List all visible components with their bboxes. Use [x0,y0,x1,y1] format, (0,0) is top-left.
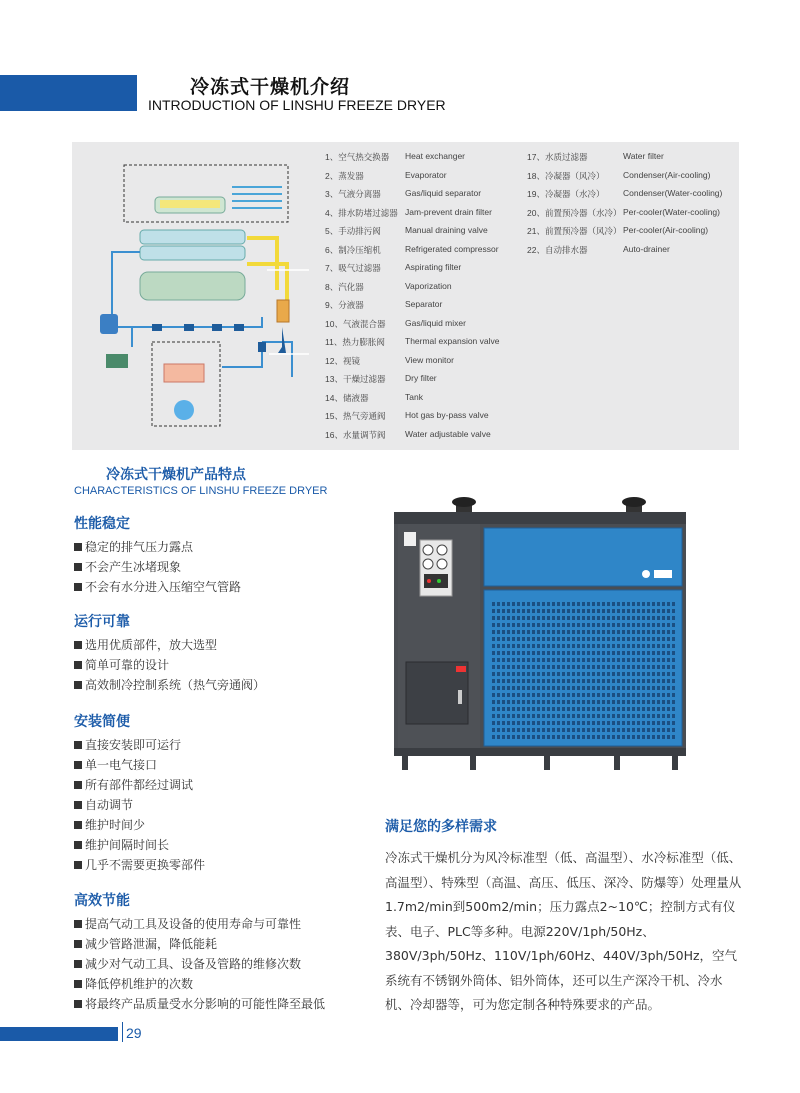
legend-cn: 14、储液器 [325,392,369,403]
group-heading: 高效节能 [74,893,130,909]
legend-right [527,151,737,271]
legend-en: Refrigerated compressor [405,243,499,254]
evaporator [140,246,245,260]
characteristics-title-cn: 冷冻式干燥机产品特点 [106,467,246,483]
list-item: 所有部件都经过调试 [74,775,205,795]
group-heading: 性能稳定 [74,516,130,532]
legend-cn: 12、视镜 [325,355,360,366]
list-item: 直接安装即可运行 [74,735,205,755]
group-install [74,711,205,875]
legend-en: Dry filter [405,373,437,383]
group-stable [74,513,241,597]
legend-en: Vaporization [405,280,452,291]
legend-cn: 18、冷凝器（风冷） [527,170,605,181]
legend-cn: 19、冷凝器（水冷） [527,189,605,199]
page-title-cn: 冷冻式干燥机介绍 [190,76,351,98]
auto-drainer-icon [278,327,286,353]
legend-en: Aspirating filter [405,262,462,272]
needs-paragraph: 冷冻式干燥机分为风冷标准型（低、高温型）、水冷标准型（低、高温型）、特殊型（高温、高压、低压、深冷、防爆等）处理量从1.7m2/min到500m2/min；压力露点2~10℃；控制方式有仪表、电子、PLC等多种。电源220V/1ph/50Hz、380V/3ph/50Hz、110V/1ph/60Hz、440V/3ph/50Hz，空气系统有不锈钢外筒体、铝外筒体，还可以生产深冷干机、冷水机、冷却器等，可为您定制各种特殊要求的产品。 [385,850,742,1012]
legend-en: Separator [405,299,443,309]
legend-cn: 17、水质过滤器 [527,152,588,162]
legend-en: Hot gas by-pass valve [405,410,489,420]
list-item: 不会有水分进入压缩空气管路 [74,577,241,597]
legend-en: View monitor [405,354,454,365]
legend-cn: 20、前置预冷器（水冷） [527,207,622,218]
refrigeration-diagram [72,142,739,450]
legend-en: Jam-prevent drain filter [405,206,492,217]
legend-cn: 10、气液混合器 [325,318,386,329]
legend-cn: 8、汽化器 [325,281,364,292]
legend-cn: 16、水量调节阀 [325,429,386,440]
legend-en: Thermal expansion valve [405,336,500,346]
legend-cn: 3、气液分离器 [325,189,381,199]
page-number: 29 [126,1025,142,1041]
legend-en: Heat exchanger [405,151,466,161]
page-title-en: INTRODUCTION OF LINSHU FREEZE DRYER [148,97,446,113]
list-item: 提高气动工具及设备的使用寿命与可靠性 [74,914,325,934]
legend-en: Water adjustable valve [405,428,491,439]
list-item: 简单可靠的设计 [74,655,265,675]
legend-cn: 2、蒸发器 [325,170,364,181]
precooler-core [160,200,220,208]
list-item: 单一电气接口 [74,755,205,775]
legend-en: Gas/liquid separator [405,188,482,198]
group-heading: 安装简便 [74,714,130,730]
list-item: 不会产生冰堵现象 [74,557,241,577]
legend-cn: 4、排水防堵过滤器 [325,207,398,218]
legend-cn: 15、热气旁通阀 [325,411,386,421]
legend-en: Condenser(Water-cooling) [623,188,723,198]
fan-icon [174,400,194,420]
legend-cn: 21、前置预冷器（风冷） [527,226,622,236]
legend-cn: 6、制冷压缩机 [325,244,381,255]
list-item: 维护间隔时间长 [74,835,205,855]
group-reliable [74,611,265,695]
list-item: 维护时间少 [74,815,205,835]
list-item: 减少管路泄漏，降低能耗 [74,934,325,954]
vaporizer-icon [106,354,128,368]
characteristics-title-en: CHARACTERISTICS OF LINSHU FREEZE DRYER [74,485,328,497]
air-precooler-coil [232,187,282,208]
list-item: 高效制冷控制系统（热气旁通阀） [74,675,265,695]
group-heading: 运行可靠 [74,614,130,630]
needs-title: 满足您的多样需求 [385,819,497,835]
list-item: 将最终产品质量受水分影响的可能性降至最低 [74,994,325,1014]
legend-en: Tank [405,391,423,402]
legend-en: Condenser(Air-cooling) [623,169,711,180]
refrigerant-pipes [112,252,292,377]
list-item: 自动调节 [74,795,205,815]
header-accent-bar [0,75,137,111]
freeze-dryer-machine-image [384,494,694,774]
list-item: 降低停机维护的次数 [74,974,325,994]
legend-en: Per-cooler(Air-cooling) [623,225,709,235]
gas-liquid-separator [140,272,245,300]
heat-exchanger [140,230,245,244]
legend-en: Auto-drainer [623,243,670,254]
legend-en: Water filter [623,151,664,161]
list-item: 选用优质部件，放大选型 [74,635,265,655]
legend-cn: 1、空气热交换器 [325,152,390,162]
legend-cn: 22、自动排水器 [527,244,588,255]
compressor-icon [100,314,118,334]
condenser-coil [164,364,204,382]
legend-cn: 13、干燥过滤器 [325,374,386,384]
legend-cn: 9、分液器 [325,300,364,310]
legend-en: Evaporator [405,169,447,180]
list-item: 几乎不需要更换零部件 [74,855,205,875]
group-efficient [74,890,325,1014]
legend-cn: 11、热力膨胀阀 [325,337,385,347]
legend-cn: 5、手动排污阀 [325,226,381,236]
legend-en: Manual draining valve [405,225,488,235]
list-item: 减少对气动工具、设备及管路的维修次数 [74,954,325,974]
tank-component [277,300,289,322]
footer-divider [122,1022,123,1042]
legend-en: Gas/liquid mixer [405,317,466,328]
list-item: 稳定的排气压力露点 [74,537,241,557]
valves [152,324,266,352]
footer-accent-bar [0,1027,118,1041]
legend-en: Per-cooler(Water-cooling) [623,206,720,217]
legend-left [325,151,525,451]
legend-cn: 7、吸气过滤器 [325,263,381,273]
